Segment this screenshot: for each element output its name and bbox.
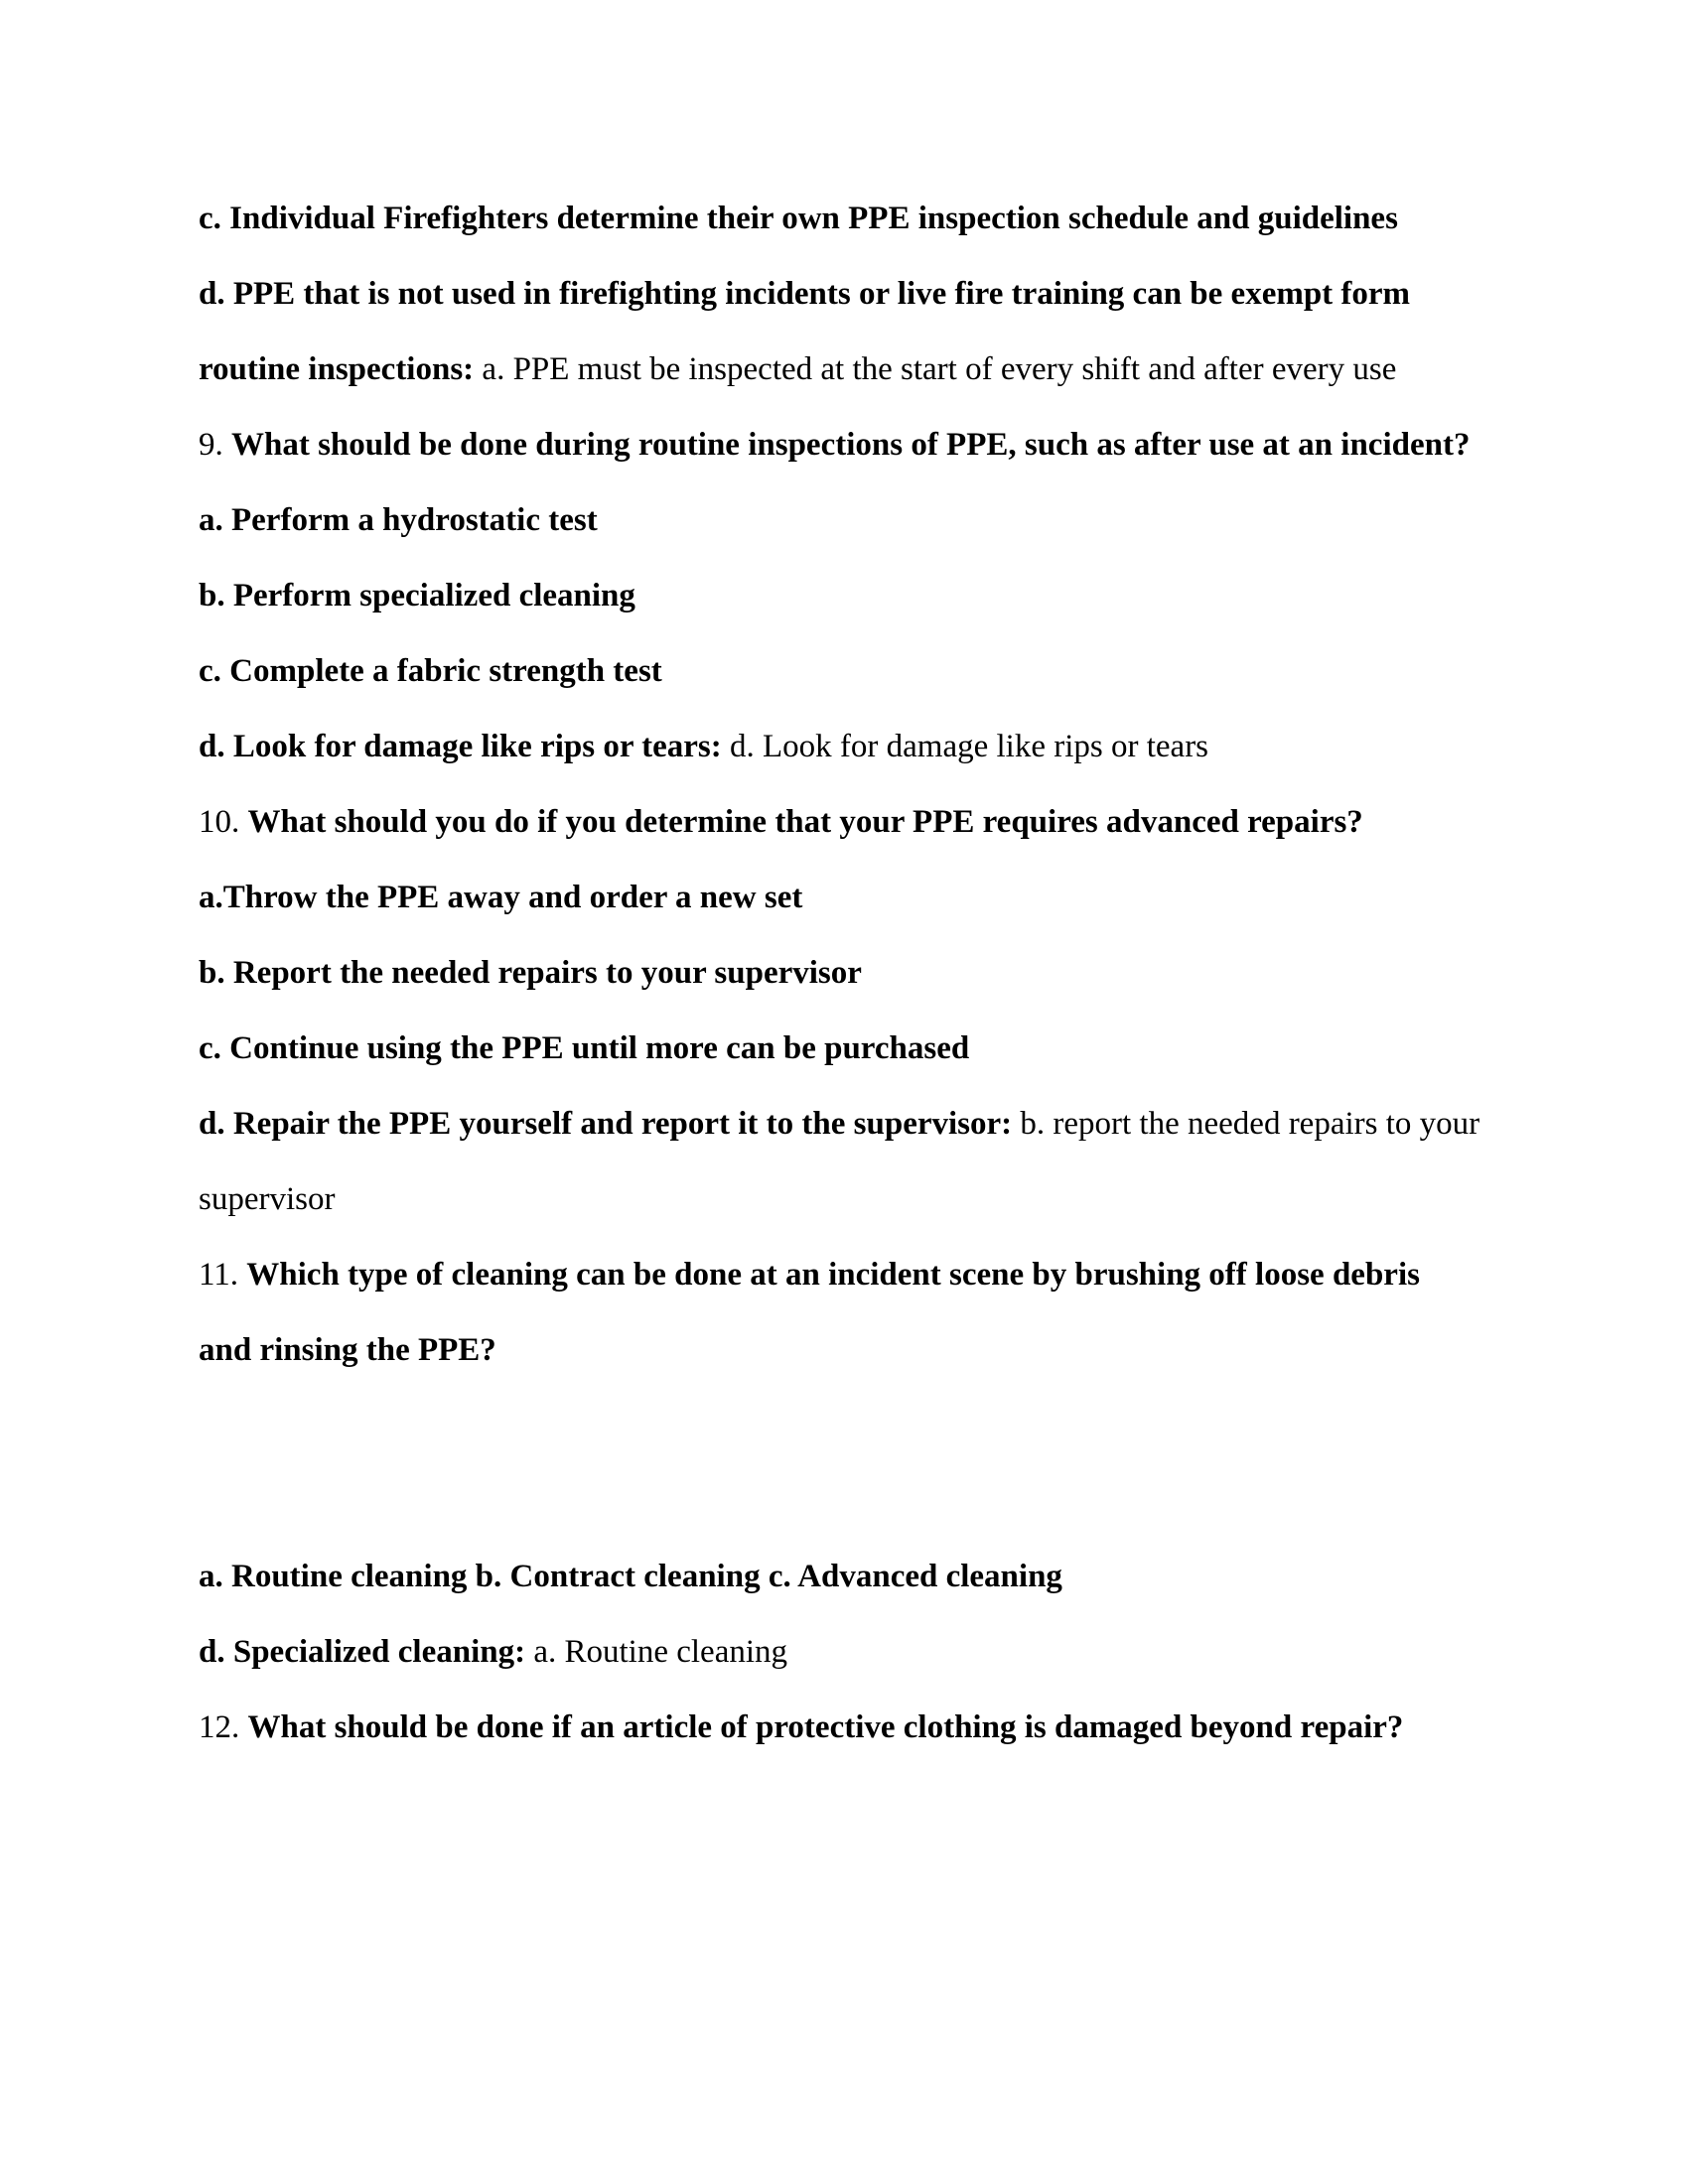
question-line [199, 802, 1363, 842]
option-text: routine inspections: [199, 351, 475, 387]
answer-continuation-line [199, 1179, 335, 1219]
answer-option-line [199, 1557, 1062, 1596]
answer-option-line [199, 953, 862, 993]
answer-option-line [199, 1632, 787, 1672]
answer-option-line [199, 1028, 969, 1068]
answer-text: a. Routine cleaning [525, 1634, 788, 1670]
question-text: What should be done if an article of protective clothing is damaged beyond repair? [247, 1709, 1404, 1745]
question-text: and rinsing the PPE? [199, 1332, 496, 1368]
question-line [199, 425, 1470, 465]
answer-option-line [199, 878, 802, 917]
option-text: d. PPE that is not used in firefighting incidents or live fire training can be exempt form [199, 276, 1411, 312]
option-text: d. Repair the PPE yourself and report it to the supervisor: [199, 1106, 1013, 1142]
option-text: c. Continue using the PPE until more can be purchased [199, 1030, 970, 1066]
option-text: a.Throw the PPE away and order a new set [199, 880, 803, 915]
option-text: c. Complete a fabric strength test [199, 653, 662, 689]
answer-option-line [199, 199, 1398, 238]
option-text: a. Routine cleaning b. Contract cleaning c. Advanced cleaning [199, 1559, 1062, 1594]
option-text: c. Individual Firefighters determine their own PPE inspection schedule and guidelines [199, 201, 1398, 236]
answer-text: a. PPE must be inspected at the start of every shift and after every use [474, 351, 1397, 387]
option-text: a. Perform a hydrostatic test [199, 502, 598, 538]
option-text: d. Look for damage like rips or tears: [199, 729, 722, 764]
answer-text: supervisor [199, 1181, 336, 1217]
option-text: d. Specialized cleaning: [199, 1634, 526, 1670]
answer-option-line [199, 274, 1410, 314]
answer-option-line [199, 651, 662, 691]
answer-option-line [199, 349, 1396, 389]
question-number: 12. [199, 1709, 248, 1745]
option-text: b. Report the needed repairs to your supervisor [199, 955, 862, 991]
option-text: b. Perform specialized cleaning [199, 578, 635, 614]
question-continuation-line [199, 1330, 496, 1370]
question-text: Which type of cleaning can be done at an incident scene by brushing off loose debris [246, 1257, 1420, 1293]
question-number: 10. [199, 804, 248, 840]
answer-option-line [199, 727, 1208, 766]
answer-option-line [199, 500, 598, 540]
answer-text: b. report the needed repairs to your [1012, 1106, 1480, 1142]
question-line [199, 1707, 1403, 1747]
question-text: What should you do if you determine that your PPE requires advanced repairs? [247, 804, 1363, 840]
question-line [199, 1255, 1420, 1295]
question-number: 9. [199, 427, 231, 463]
question-number: 11. [199, 1257, 247, 1293]
answer-option-line [199, 1104, 1479, 1144]
answer-option-line [199, 576, 635, 615]
question-text: What should be done during routine inspections of PPE, such as after use at an incident? [231, 427, 1471, 463]
answer-text: d. Look for damage like rips or tears [721, 729, 1209, 764]
